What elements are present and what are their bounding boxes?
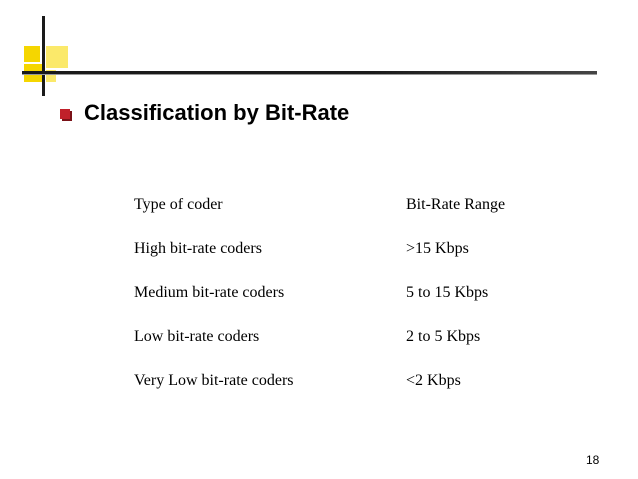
bit-rate-cell: 2 to 5 Kbps — [406, 328, 481, 345]
table-row — [134, 284, 574, 328]
bit-rate-table — [134, 196, 574, 416]
coder-type-cell: Very Low bit-rate coders — [134, 372, 294, 389]
bit-rate-cell: <2 Kbps — [406, 372, 461, 389]
deco-square-top — [24, 46, 40, 62]
table-header-row — [134, 196, 574, 240]
header-horizontal-line-shadow — [22, 74, 597, 75]
table-row — [134, 328, 574, 372]
square-bullet-icon — [60, 109, 70, 119]
slide-title: Classification by Bit-Rate — [84, 100, 350, 125]
page-number: 18 — [586, 453, 600, 467]
coder-type-cell: Low bit-rate coders — [134, 328, 260, 345]
header-vertical-line — [42, 16, 45, 96]
header-type-of-coder: Type of coder — [134, 196, 223, 213]
header-bit-rate-range: Bit-Rate Range — [406, 196, 506, 213]
table-row — [134, 372, 574, 416]
bit-rate-cell: >15 Kbps — [406, 240, 469, 257]
coder-type-cell: High bit-rate coders — [134, 240, 262, 257]
bit-rate-cell: 5 to 15 Kbps — [406, 284, 489, 301]
deco-square-middle — [46, 46, 68, 68]
table-row — [134, 240, 574, 284]
coder-type-cell: Medium bit-rate coders — [134, 284, 285, 301]
